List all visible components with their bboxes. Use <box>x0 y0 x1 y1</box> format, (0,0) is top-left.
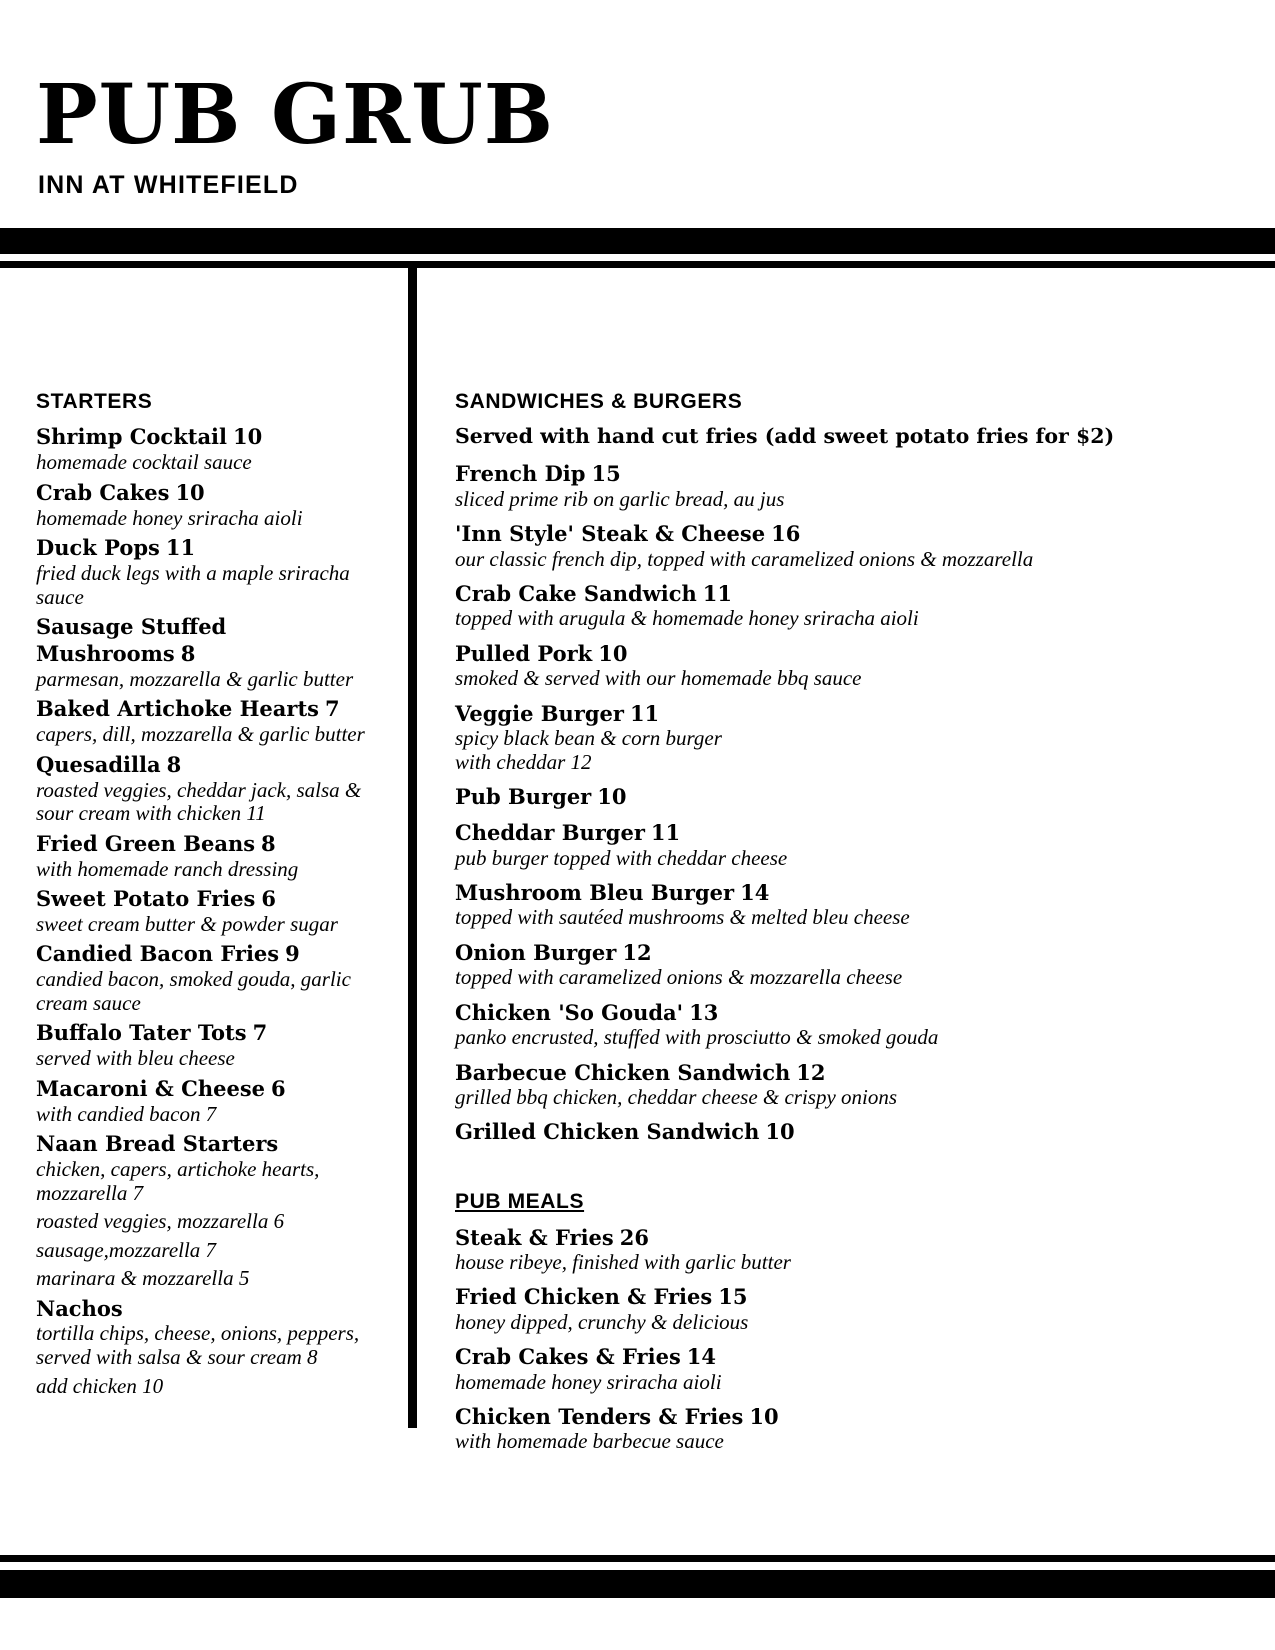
menu-item-name: Barbecue Chicken Sandwich 12 <box>455 1059 826 1085</box>
menu-item-description: spicy black bean & corn burger <box>455 725 722 750</box>
menu-item <box>455 1224 1235 1275</box>
menu-item <box>455 1059 1235 1110</box>
menu-item-name: Sausage Stuffed Mushrooms 8 <box>36 614 227 666</box>
menu-item-description: with homemade ranch dressing <box>36 856 299 881</box>
menu-item-price: 14 <box>686 1344 717 1370</box>
menu-item-price: 6 <box>271 1075 286 1101</box>
menu-item-price: 12 <box>796 1059 826 1085</box>
menu-item <box>455 783 1235 810</box>
menu-item-price: 10 <box>765 1119 795 1145</box>
header-divider-band <box>0 228 1275 268</box>
menu-item <box>455 1403 1235 1454</box>
page-title: PUB GRUB <box>36 67 555 163</box>
menu-item <box>36 1076 386 1126</box>
menu-item-price: 11 <box>165 535 196 561</box>
menu-item <box>36 941 386 1015</box>
menu-item-price: 7 <box>252 1020 268 1046</box>
menu-item <box>455 520 1235 571</box>
menu-item-name: Buffalo Tater Tots 7 <box>36 1020 268 1046</box>
served-with-note: Served with hand cut fries (add sweet potato fries for $2) <box>455 424 1115 449</box>
menu-item-name: Nachos <box>36 1295 123 1321</box>
menu-item-description: served with bleu cheese <box>36 1046 235 1071</box>
menu-item-name: Crab Cake Sandwich 11 <box>455 581 732 607</box>
menu-item-price: 8 <box>180 641 196 666</box>
menu-item-price: 10 <box>233 424 263 450</box>
menu-item-description: grilled bbq chicken, cheddar cheese & crispy onions <box>455 1084 898 1109</box>
menu-item-price: 10 <box>597 784 627 810</box>
section-title-sandwiches-burgers: SANDWICHES & BURGERS <box>455 390 743 414</box>
menu-item-description: with cheddar 12 <box>455 749 592 774</box>
menu-item-price: 10 <box>175 479 205 505</box>
menu-item <box>455 879 1235 930</box>
section-title-starters: STARTERS <box>36 390 153 414</box>
menu-item-name: Naan Bread Starters <box>36 1131 279 1157</box>
menu-item-name: Chicken 'So Gouda' 13 <box>455 999 719 1025</box>
menu-item-description: honey dipped, crunchy & delicious <box>455 1309 749 1334</box>
menu-item-name: French Dip 15 <box>455 461 621 487</box>
menu-item <box>36 535 386 609</box>
menu-item <box>455 999 1235 1050</box>
sandwiches-list <box>455 460 1235 1145</box>
menu-item-name: Veggie Burger 11 <box>455 700 660 726</box>
menu-item-name: Shrimp Cocktail 10 <box>36 424 263 450</box>
menu-item-price: 14 <box>740 880 770 906</box>
section-title-pub-meals: PUB MEALS <box>455 1189 585 1213</box>
menu-item-description: roasted veggies, mozzarella 6 <box>36 1209 285 1234</box>
menu-item <box>455 640 1235 691</box>
divider-thick-top <box>0 228 1275 254</box>
menu-item-price: 11 <box>702 581 732 607</box>
divider-gap-bottom <box>0 1562 1275 1570</box>
menu-item-name: Crab Cakes & Fries 14 <box>455 1344 717 1370</box>
menu-item-price: 9 <box>285 941 300 967</box>
menu-item-price: 7 <box>324 696 340 722</box>
menu-item-name: Pub Burger 10 <box>455 784 627 810</box>
menu-item <box>455 460 1235 511</box>
column-divider <box>408 268 417 1428</box>
menu-item-name: Grilled Chicken Sandwich 10 <box>455 1119 795 1145</box>
menu-item-price: 8 <box>261 830 276 856</box>
divider-thin-bottom <box>0 1555 1275 1562</box>
menu-item-description: capers, dill, mozzarella & garlic butter <box>36 722 365 747</box>
divider-gap-top <box>0 254 1275 261</box>
menu-item-price: 11 <box>650 820 681 846</box>
divider-thin-top <box>0 261 1275 268</box>
menu-item-name: Cheddar Burger 11 <box>455 820 681 846</box>
menu-item-name: Candied Bacon Fries 9 <box>36 941 300 967</box>
menu-item-name: Baked Artichoke Hearts 7 <box>36 696 340 722</box>
menu-item-description: homemade cocktail sauce <box>36 450 252 475</box>
menu-item-price: 10 <box>598 640 628 666</box>
footer-whitespace <box>0 1598 1275 1650</box>
starters-list <box>36 424 386 1398</box>
menu-item <box>455 1283 1235 1334</box>
menu-item <box>36 752 386 826</box>
menu-item-price: 15 <box>718 1284 748 1310</box>
menu-item-price: 16 <box>771 521 801 547</box>
menu-item-price: 11 <box>629 700 660 726</box>
menu-item-price: 8 <box>166 751 182 777</box>
menu-item-description: house ribeye, finished with garlic butter <box>455 1249 791 1274</box>
menu-item-name: Macaroni & Cheese 6 <box>36 1075 286 1101</box>
menu-item-description: homemade honey sriracha aioli <box>455 1369 722 1394</box>
menu-item <box>36 831 386 881</box>
menu-item-description: topped with caramelized onions & mozzarella cheese <box>455 965 903 990</box>
menu-columns <box>0 268 1275 1454</box>
menu-item <box>455 1118 1235 1145</box>
menu-item-description: topped with sautéed mushrooms & melted bleu cheese <box>455 905 910 930</box>
sandwiches-column <box>417 268 1275 1454</box>
menu-header <box>0 0 1275 200</box>
menu-item-name: Pulled Pork 10 <box>455 640 628 666</box>
menu-item <box>36 1131 386 1290</box>
menu-item-description: with candied bacon 7 <box>36 1101 217 1126</box>
menu-item <box>36 424 386 474</box>
menu-item <box>36 886 386 936</box>
menu-item-name: Onion Burger 12 <box>455 939 652 965</box>
menu-item-description: with homemade barbecue sauce <box>455 1429 724 1454</box>
menu-item-description: parmesan, mozzarella & garlic butter <box>36 666 354 691</box>
starters-column <box>0 268 408 1428</box>
menu-item-description: roasted veggies, cheddar jack, salsa & sour cream with chicken 11 <box>36 777 362 826</box>
restaurant-name: INN AT WHITEFIELD <box>38 171 299 200</box>
menu-item-price: 13 <box>689 999 719 1025</box>
menu-item-name: Duck Pops 11 <box>36 535 196 561</box>
menu-item-name: Crab Cakes 10 <box>36 479 205 505</box>
menu-item <box>455 700 1235 774</box>
menu-item <box>36 480 386 530</box>
menu-item-description: chicken, capers, artichoke hearts, mozzarella 7 <box>36 1157 320 1205</box>
menu-item-description: tortilla chips, cheese, onions, peppers, served with salsa & sour cream 8 <box>36 1321 360 1369</box>
menu-item-description: marinara & mozzarella 5 <box>36 1266 250 1291</box>
menu-item-price: 12 <box>622 939 652 965</box>
menu-item-name: Mushroom Bleu Burger 14 <box>455 880 770 906</box>
menu-item-price: 26 <box>619 1224 649 1250</box>
menu-item <box>36 1296 386 1398</box>
pub-meals-list <box>455 1224 1235 1454</box>
menu-item-description: candied bacon, smoked gouda, garlic cream sauce <box>36 967 351 1015</box>
menu-item-name: Fried Chicken & Fries 15 <box>455 1284 748 1310</box>
menu-item-description: smoked & served with our homemade bbq sauce <box>455 666 862 691</box>
menu-item <box>455 580 1235 631</box>
menu-item-name: Sweet Potato Fries 6 <box>36 886 276 912</box>
menu-item <box>455 1343 1235 1394</box>
menu-item <box>36 696 386 746</box>
menu-item-name: Fried Green Beans 8 <box>36 830 276 856</box>
menu-item <box>455 939 1235 990</box>
menu-item-description: panko encrusted, stuffed with prosciutto & smoked gouda <box>455 1025 939 1050</box>
menu-item-description: sausage,mozzarella 7 <box>36 1237 217 1262</box>
menu-item-name: Quesadilla 8 <box>36 751 182 777</box>
menu-item-description: sweet cream butter & powder sugar <box>36 911 338 936</box>
menu-item-price: 15 <box>591 461 621 487</box>
menu-item-description: fried duck legs with a maple sriracha sauce <box>36 561 350 609</box>
menu-item <box>36 614 386 691</box>
footer-divider-band <box>0 1555 1275 1650</box>
menu-item <box>36 1020 386 1070</box>
menu-item-name: Steak & Fries 26 <box>455 1224 649 1250</box>
menu-item-name: Chicken Tenders & Fries 10 <box>455 1404 779 1430</box>
menu-item-name: 'Inn Style' Steak & Cheese 16 <box>455 521 801 547</box>
menu-item-description: our classic french dip, topped with caramelized onions & mozzarella <box>455 546 1034 571</box>
menu-item-price: 6 <box>261 886 276 912</box>
menu-item-description: add chicken 10 <box>36 1373 164 1398</box>
menu-item-description: homemade honey sriracha aioli <box>36 505 303 530</box>
menu-item-description: topped with arugula & homemade honey sriracha aioli <box>455 606 919 631</box>
divider-thick-bottom <box>0 1570 1275 1598</box>
menu-item-description: pub burger topped with cheddar cheese <box>455 845 788 870</box>
menu-item <box>455 819 1235 870</box>
menu-item-price: 10 <box>749 1404 779 1430</box>
menu-item-description: sliced prime rib on garlic bread, au jus <box>455 486 785 511</box>
